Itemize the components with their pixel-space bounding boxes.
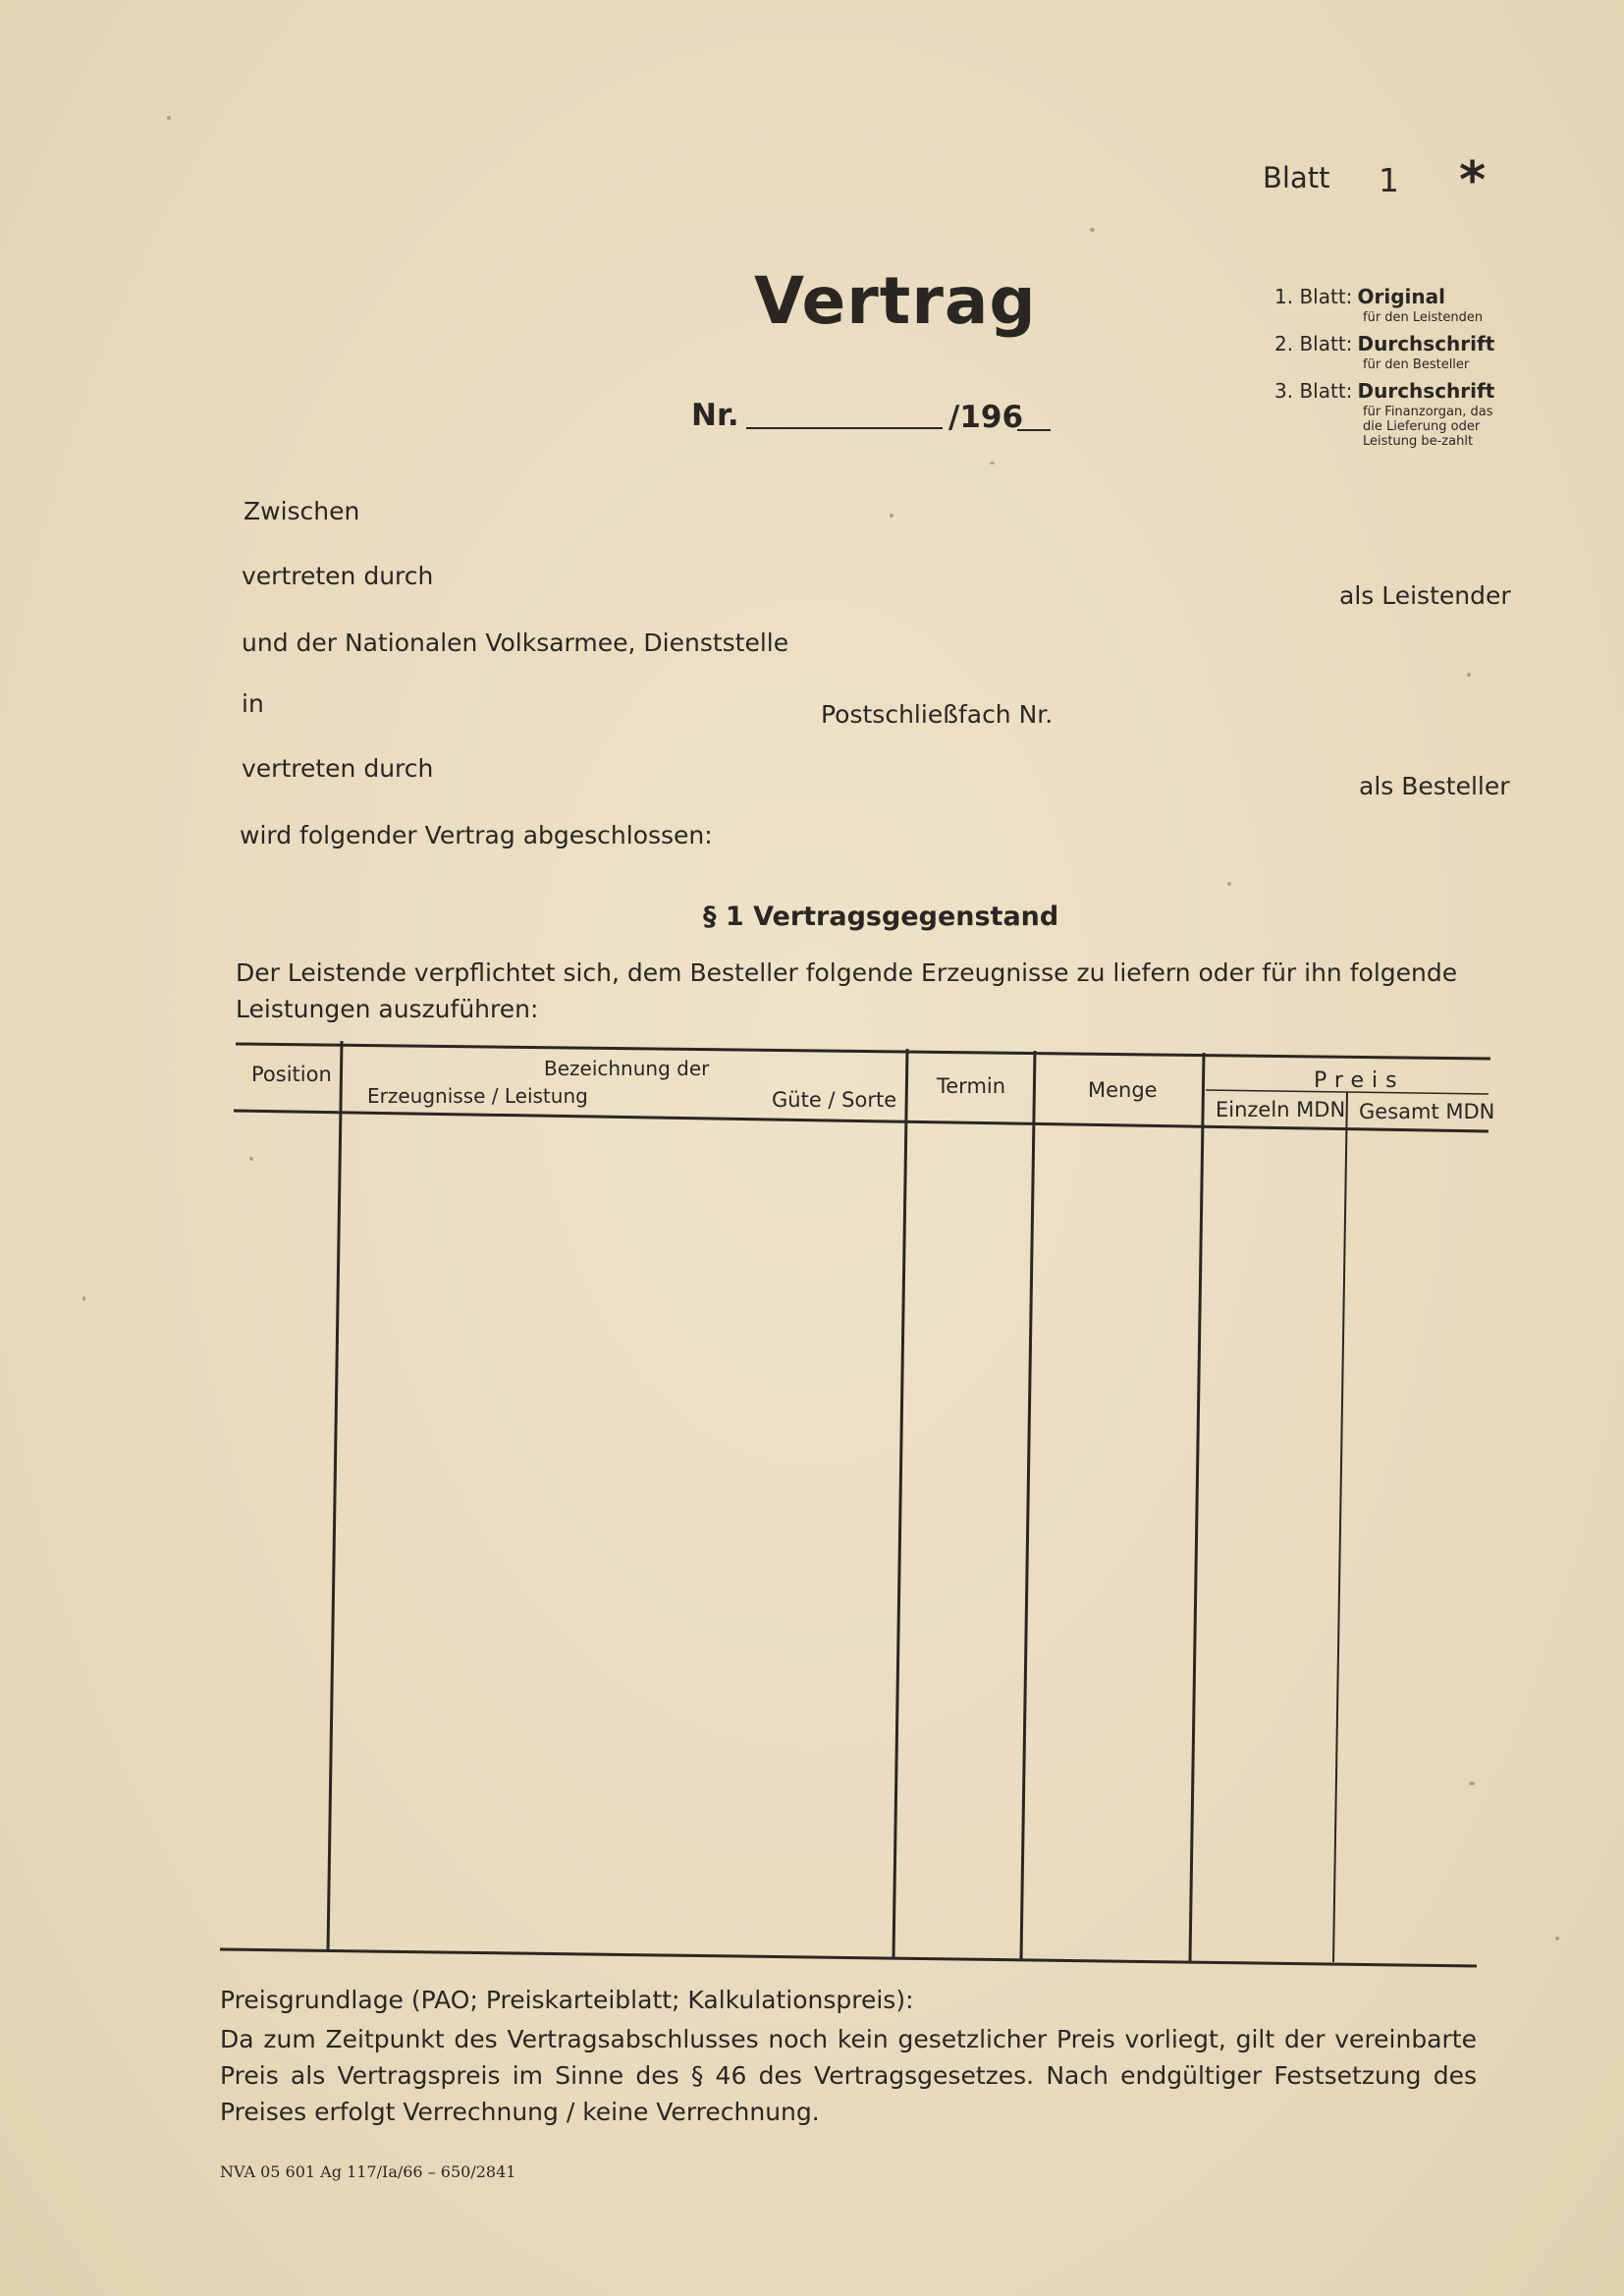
col-gesamt-mdn-header: Gesamt MDN [1359,1100,1495,1123]
paper-speck [990,462,995,465]
als-leistender-label: als Leistender [1339,581,1511,610]
in-label: in [242,689,264,718]
paper-speck [1555,1937,1559,1941]
price-basis-label: Preisgrundlage (PAO; Preiskarteiblatt; Kalkulationspreis): [220,1986,914,2014]
paper-speck [167,116,171,120]
form-footer-code: NVA 05 601 Ag 117/Ia/66 – 650/2841 [220,2162,516,2181]
zwischen-label: Zwischen [244,497,360,525]
paper-speck [1227,882,1231,886]
contract-year-prefix: /196 [948,400,1024,435]
section-1-intro: Der Leistende verpflichtet sich, dem Besteller folgende Erzeugnisse zu liefern oder für ihn folgende Leistungen auszuführen: [236,958,1458,1023]
blatt-number: 1 [1379,161,1399,199]
paper-speck [1090,228,1095,232]
copy-prefix: 1. Blatt: [1274,285,1353,308]
paper-speck [82,1296,85,1301]
paper-speck [1467,673,1471,677]
contract-number-label: Nr. [691,398,739,433]
col-erzeugnisse-header: Erzeugnisse / Leistung [367,1084,588,1108]
abgeschlossen-label: wird folgender Vertrag abgeschlossen: [240,821,713,849]
copy-note: für den Besteller [1363,357,1470,372]
col-position-header: Position [251,1063,332,1086]
copy-name: Original [1357,285,1445,308]
col-termin-header: Termin [937,1074,1006,1098]
copy-note: für den Leistenden [1363,310,1484,325]
col-preis-header: Preis [1314,1068,1405,1093]
paper-speck [890,514,893,518]
section-1-title: § 1 Vertragsgegenstand [703,902,1059,932]
als-besteller-label: als Besteller [1359,772,1510,800]
col-menge-header: Menge [1088,1078,1158,1102]
copy-name: Durchschrift [1357,379,1495,403]
paper-speck [1469,1781,1475,1785]
copy-prefix: 2. Blatt: [1274,332,1353,355]
postschliessfach-label: Postschließfach Nr. [821,700,1054,729]
nva-dienststelle-label: und der Nationalen Volksarmee, Dienststelle [242,629,789,657]
col-gute-sorte-header: Güte / Sorte [772,1088,897,1112]
paper-speck [249,1157,253,1161]
asterisk-mark: * [1459,151,1487,210]
copy-note: für Finanzorgan, das die Lieferung oder Leistung be-zahlt [1363,405,1493,449]
col-bezeichnung-header: Bezeichnung der [544,1057,710,1080]
document-title: Vertrag [754,263,1037,339]
vertreten-durch-label-2: vertreten durch [242,754,434,783]
copy-name: Durchschrift [1357,332,1495,355]
blatt-label: Blatt [1263,161,1330,194]
col-einzeln-mdn-header: Einzeln MDN [1216,1098,1346,1121]
vertreten-durch-label-1: vertreten durch [242,562,434,590]
copy-prefix: 3. Blatt: [1274,379,1353,403]
price-basis-text: Da zum Zeitpunkt des Vertragsabschlusses noch kein gesetzlicher Preis vorliegt, gilt der vereinbarte Preis als Vertragspreis im Sinne des § 46 des Vertragsgesetzes. Nach endgültiger Festsetzung des Preises erfolgt Verrechnung / keine Verrechnung. [220,2025,1477,2126]
